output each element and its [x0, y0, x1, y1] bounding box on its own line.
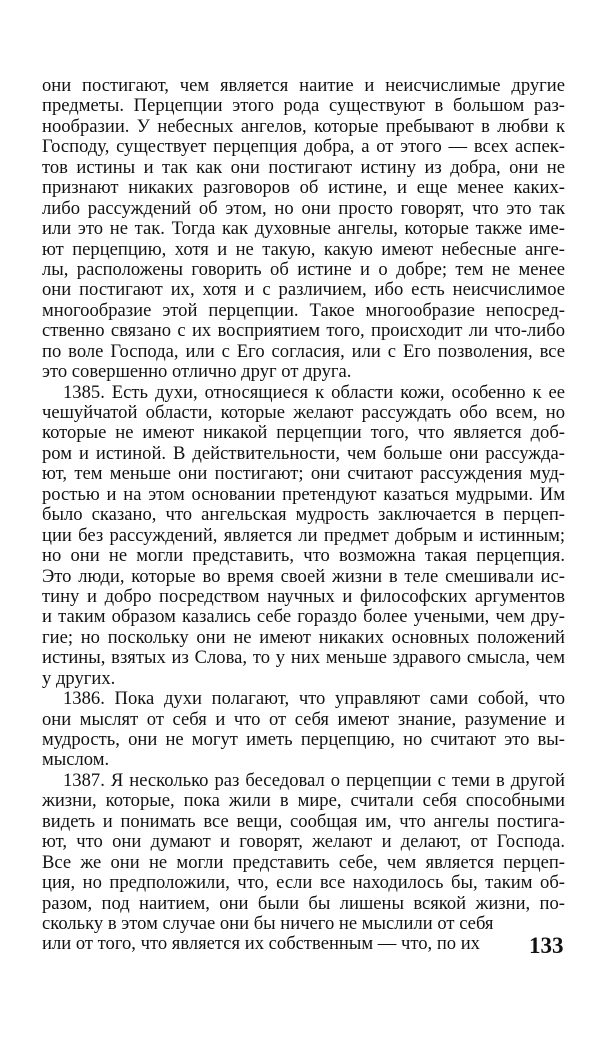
text-line: или от того, что является их собственным — что, по их [42, 933, 480, 955]
text-line: ция, но предположили, что, если все находилось бы, таким об- [42, 872, 565, 894]
text-line: они мыслят от себя и что от себя имеют знание, разумение и [42, 708, 565, 730]
text-line: по воле Господа, или с Его согласия, или с Его позволения, все [42, 340, 565, 362]
text-line: лы, расположены говорить об истине и о добре; тем не менее [42, 258, 565, 280]
text-line: ром и истиной. В действительности, чем больше они рассужда- [42, 442, 565, 464]
text-line: Это люди, которые во время своей жизни в теле смешивали ис- [42, 565, 565, 587]
text-line: они постигают их, хотя и с различием, ибо есть неисчислимое [42, 279, 565, 301]
text-line: разом, под наитием, они были бы лишены всякой жизни, по- [42, 892, 565, 914]
text-line: ственно связано с их восприятием того, происходит ли что-либо [42, 320, 565, 342]
book-page-text [42, 76, 565, 955]
text-line: тину и добро посредством научных и философских аргументов [42, 585, 565, 607]
text-line: Все же они не могли представить себе, чем является перцеп- [42, 851, 565, 873]
text-line: они постигают, чем является наитие и неисчислимые другие [42, 75, 565, 96]
text-line: мыслом. [42, 749, 110, 771]
page-number: 133 [529, 933, 564, 958]
text-line: признают никаких разговоров об истине, и еще менее каких- [42, 177, 565, 199]
text-line: ют, что они думают и говорят, желают и делают, от Господа. [42, 831, 565, 853]
paragraph-1387-start: 1387. Я несколько раз беседовал о перцепции с теми в другой [63, 769, 565, 791]
paragraph-1385-start: 1385. Есть духи, относящиеся к области кожи, особенно к ее [63, 381, 565, 403]
text-line: ют, тем меньше они постигают; они считают рассуждения муд- [42, 463, 565, 485]
text-line: нообразии. У небесных ангелов, которые пребывают в любви к [42, 115, 565, 137]
text-line: либо рассуждений об этом, но они просто говорят, что это так [42, 197, 565, 219]
text-line: чешуйчатой области, которые желают рассуждать обо всем, но [42, 402, 565, 423]
text-line: жизни, которые, пока жили в мире, считали себя способными [42, 790, 565, 812]
text-line: скольку в этом случае они бы ничего не мыслили от себя [42, 912, 494, 934]
text-line: мудрость, они не могут иметь перцепцию, но считают это вы- [42, 729, 565, 750]
paragraph-1386-start: 1386. Пока духи полагают, что управляют сами собой, что [63, 688, 565, 710]
text-line: Господу, существует перцепция добра, а от этого — всех аспек- [42, 136, 565, 158]
text-line: это совершенно отлично друг от друга. [42, 361, 352, 383]
text-line: но они не могли представить, что возможна такая перцепция. [42, 545, 565, 567]
text-line: видеть и понимать все вещи, сообщая им, что ангелы постига- [42, 810, 565, 832]
text-line: ции без рассуждений, является ли предмет добрым и истинным; [42, 524, 565, 546]
text-line: тов истины и так как они постигают истину из добра, они не [42, 156, 565, 178]
text-line: многообразие этой перцепции. Такое многообразие непосред- [42, 299, 565, 321]
text-line: ют перцепцию, хотя и не такую, какую имеют небесные анге- [42, 238, 565, 260]
text-line: было сказано, что ангельская мудрость заключается в перцеп- [42, 504, 565, 526]
text-line: гие; но поскольку они не имеют никаких основных положений [42, 626, 565, 648]
text-line: у других. [42, 667, 116, 689]
text-line: истины, взятых из Слова, то у них меньше здравого смысла, чем [42, 647, 565, 669]
text-line: предметы. Перцепции этого рода существуют в большом раз- [42, 95, 565, 117]
text-line: которые не имеют никакой перцепции того, что является доб- [42, 422, 565, 444]
text-line: и таким образом казались себе гораздо более учеными, чем дру- [42, 606, 565, 628]
text-line: ростью и на этом основании претендуют казаться мудрыми. Им [42, 483, 565, 505]
text-line: или это не так. Тогда как духовные ангелы, которые также име- [42, 218, 565, 240]
